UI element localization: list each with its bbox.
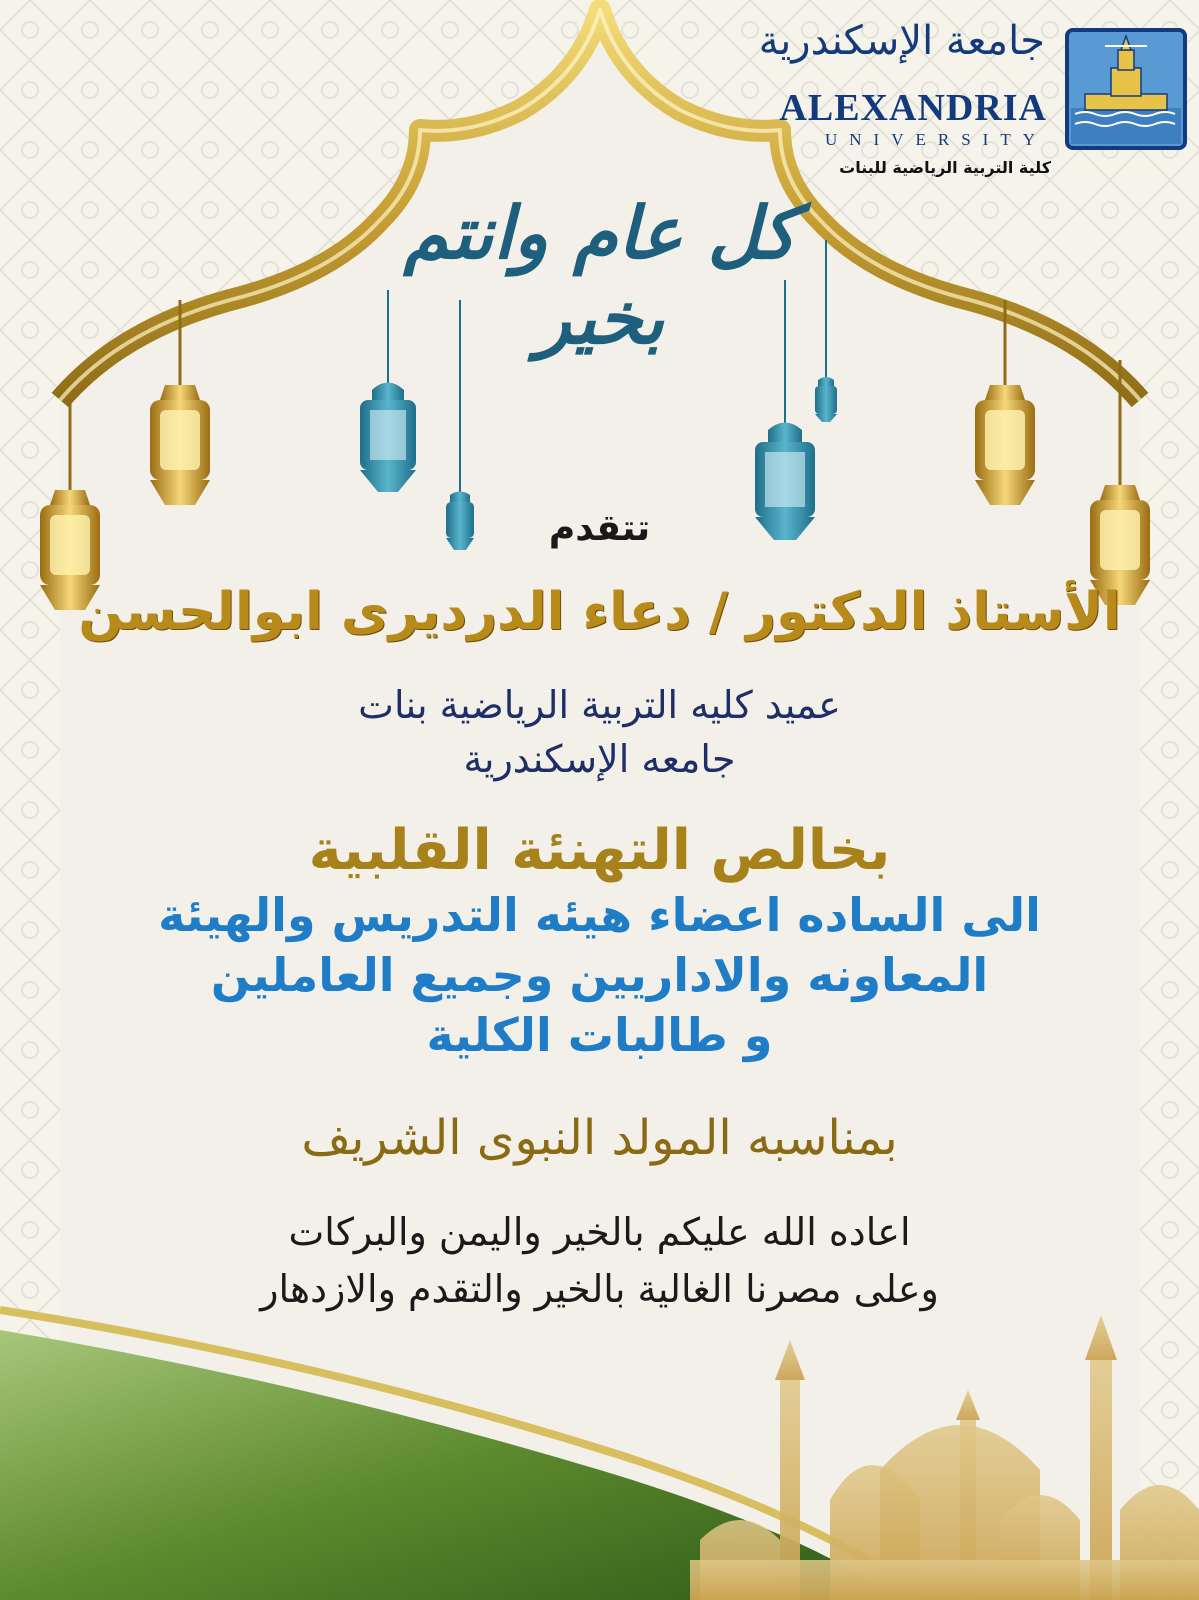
presents-text: تتقدم <box>548 508 651 549</box>
blessing-line: اعاده الله عليكم بالخير واليمن والبركات <box>288 1210 911 1254</box>
dean-name: الأستاذ الدكتور / دعاء الدرديرى ابوالحسن <box>78 582 1121 642</box>
logo-english-name: ALEXANDRIA <box>779 87 1047 129</box>
blessing-line: وعلى مصرنا الغالية بالخير والتقدم والازدهار <box>260 1267 939 1311</box>
logo-arabic-name: جامعة الإسكندرية <box>758 18 1045 64</box>
logo-faculty-name: كلية التربية الرياضية للبنات <box>839 158 1051 177</box>
congrats-heading: بخالص التهنئة القلبية <box>308 818 891 883</box>
lighthouse-seal-icon <box>1065 28 1187 150</box>
recipients-line: الى الساده اعضاء هيئه التدريس والهيئة <box>158 888 1041 942</box>
logo-english-sub: UNIVERSITY <box>825 130 1047 149</box>
dean-role: عميد كليه التربية الرياضية بنات <box>358 683 841 727</box>
greeting-calligraphy: كل عام وانتم بخير <box>403 190 797 360</box>
university-logo <box>758 18 1187 188</box>
occasion-text: بمناسبه المولد النبوى الشريف <box>301 1110 898 1166</box>
recipients-line: المعاونه والاداريين وجميع العاملين <box>210 948 989 1002</box>
recipients-line: و طالبات الكلية <box>426 1008 773 1062</box>
university-name: جامعه الإسكندرية <box>463 737 736 781</box>
